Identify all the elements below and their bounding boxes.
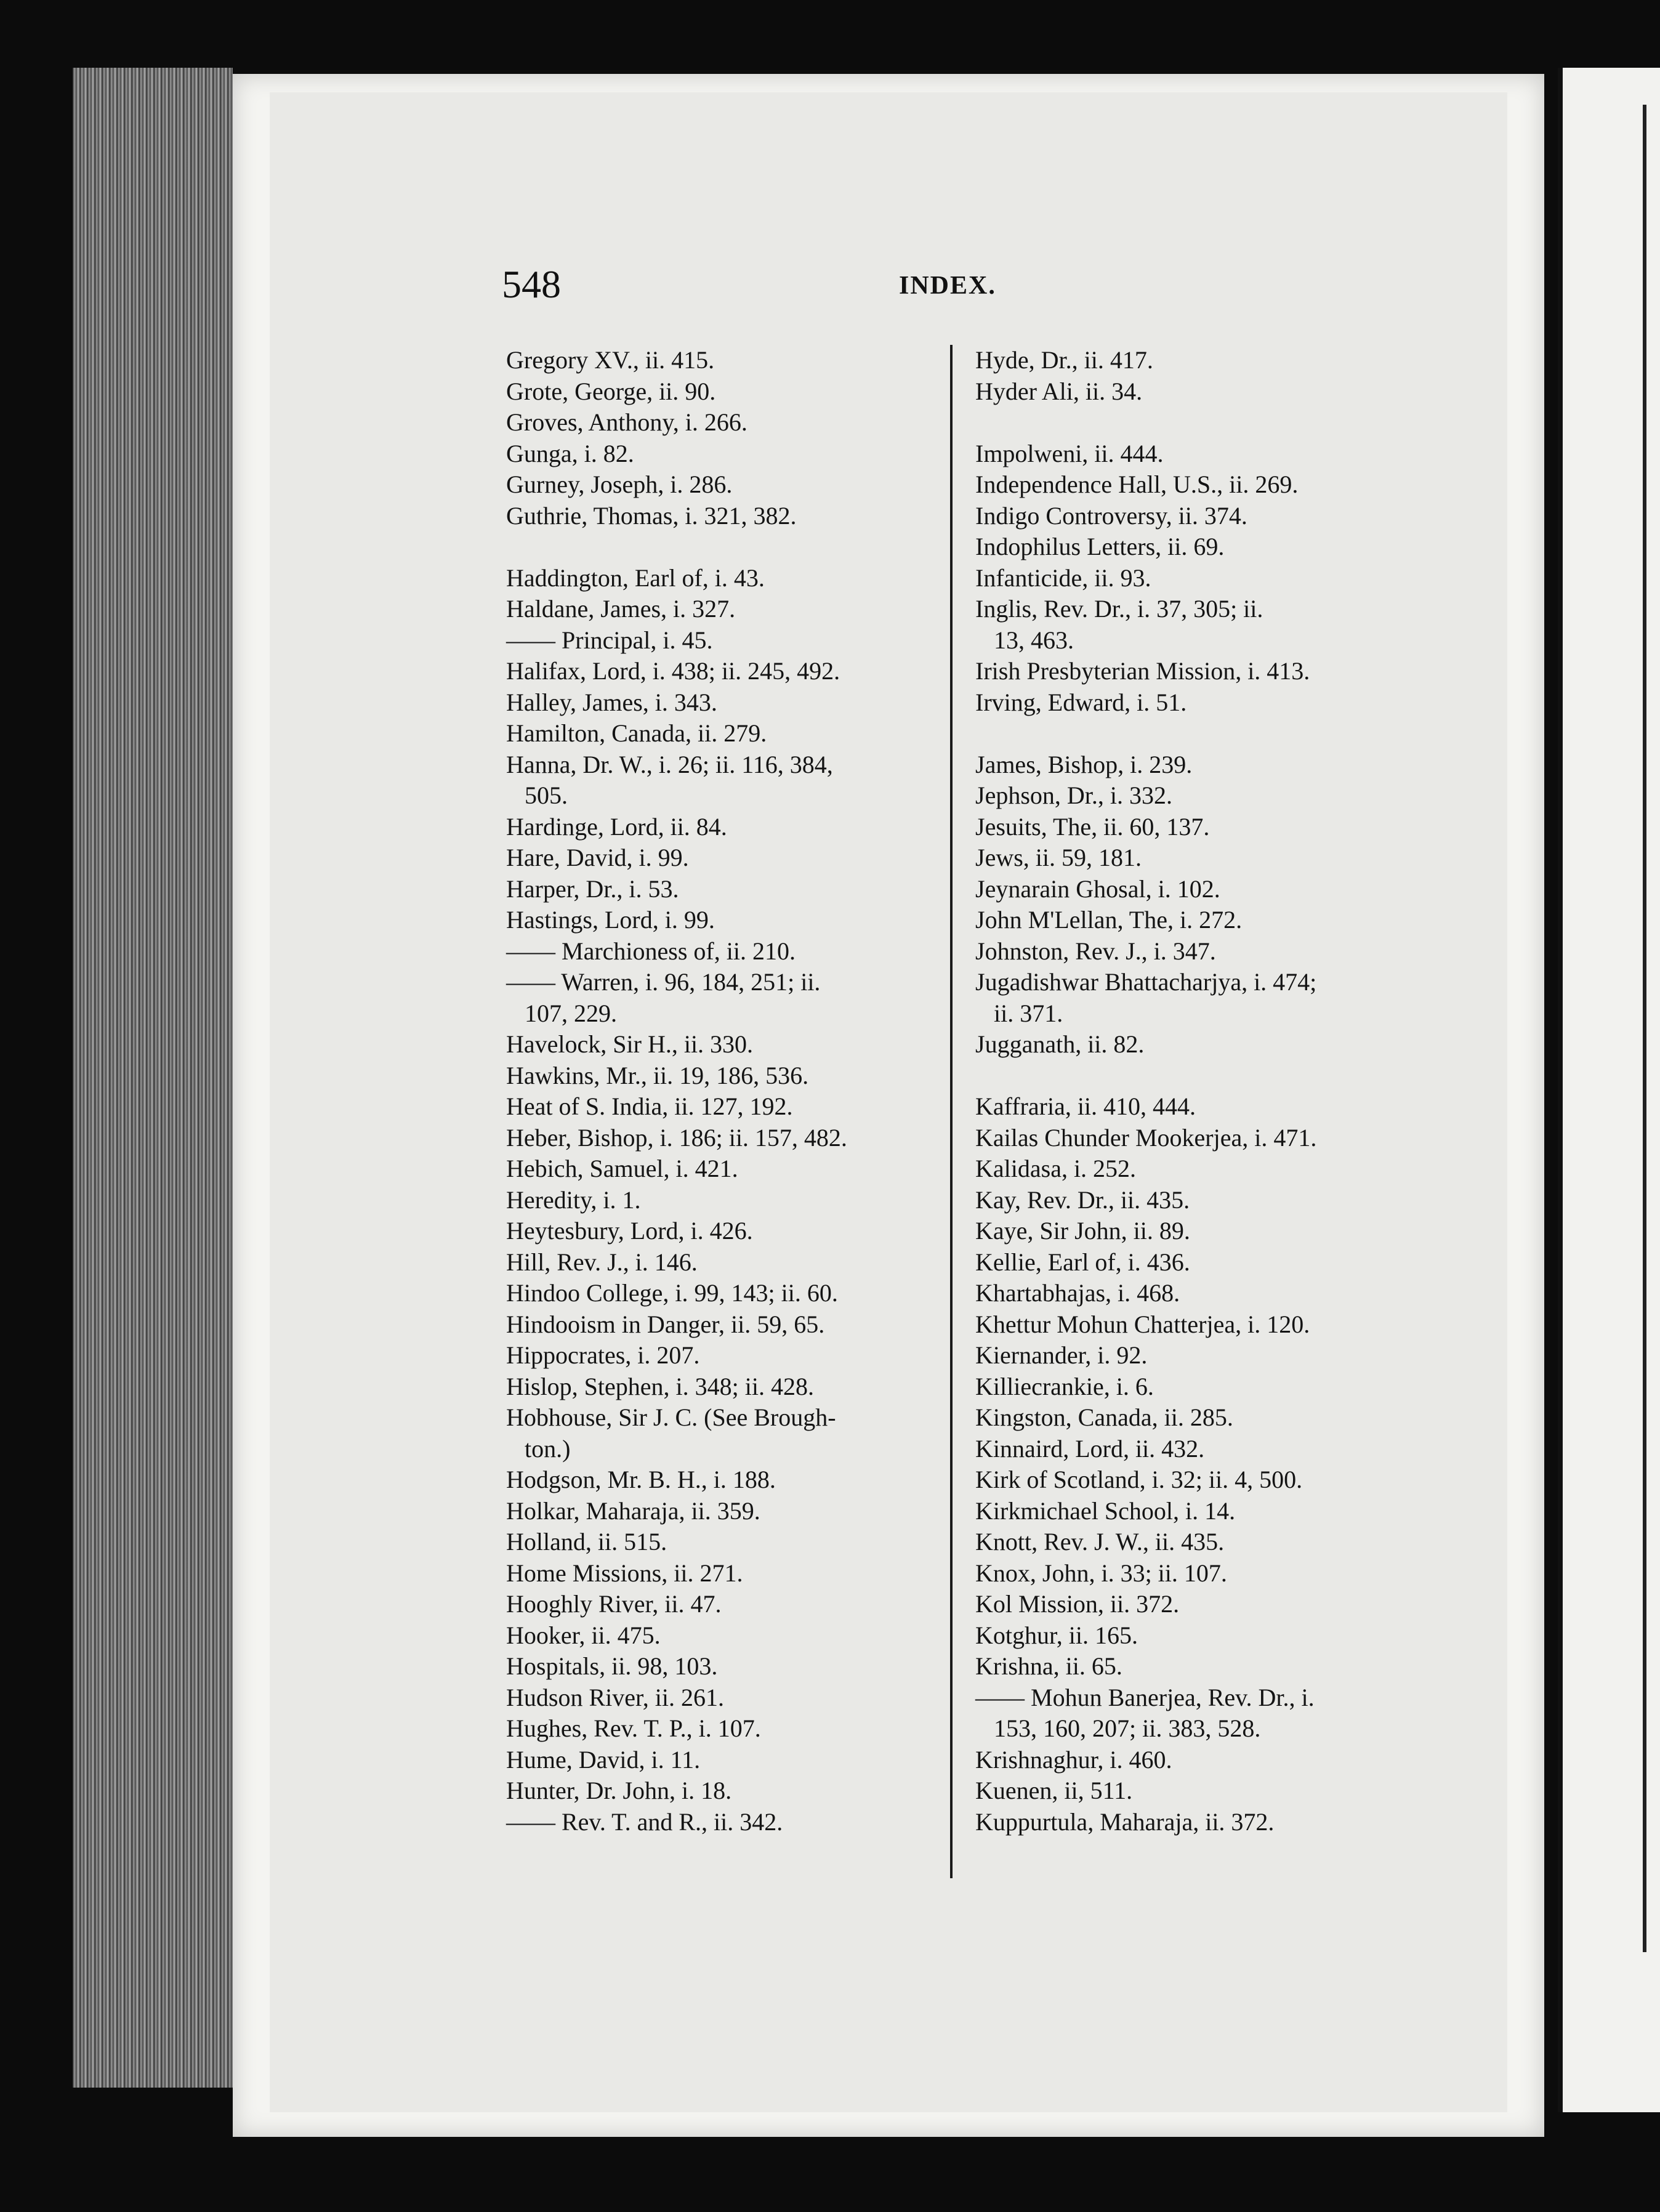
index-entry: Independence Hall, U.S., ii. 269.: [975, 470, 1299, 498]
index-entry: Hughes, Rev. T. P., i. 107.: [506, 1714, 761, 1742]
index-entry: Hindooism in Danger, ii. 59, 65.: [506, 1310, 825, 1338]
index-entry: Hippocrates, i. 207.: [506, 1341, 700, 1369]
index-entry: Khartabhajas, i. 468.: [975, 1279, 1180, 1307]
index-entry: Jugganath, ii. 82.: [975, 1030, 1145, 1058]
index-entry: Hislop, Stephen, i. 348; ii. 428.: [506, 1372, 814, 1400]
index-entry: Indigo Controversy, ii. 374.: [975, 501, 1247, 530]
index-entry: Kotghur, ii. 165.: [975, 1621, 1138, 1649]
index-entry: 505.: [525, 781, 568, 809]
index-entry: Kay, Rev. Dr., ii. 435.: [975, 1185, 1190, 1214]
index-entry: —— Rev. T. and R., ii. 342.: [506, 1807, 783, 1836]
index-entry: James, Bishop, i. 239.: [975, 750, 1193, 778]
index-entry: Hamilton, Canada, ii. 279.: [506, 719, 767, 747]
index-entry: Hudson River, ii. 261.: [506, 1683, 724, 1711]
index-entry: Kaffraria, ii. 410, 444.: [975, 1092, 1196, 1120]
index-entry: Holkar, Maharaja, ii. 359.: [506, 1496, 760, 1525]
index-entry: 153, 160, 207; ii. 383, 528.: [994, 1714, 1261, 1742]
index-entry: Impolweni, ii. 444.: [975, 439, 1164, 467]
index-entry: Hodgson, Mr. B. H., i. 188.: [506, 1466, 776, 1493]
index-entry: Grote, George, ii. 90.: [506, 377, 716, 405]
index-entry: Heredity, i. 1.: [506, 1185, 641, 1214]
index-entry: Heytesbury, Lord, i. 426.: [506, 1217, 753, 1245]
index-entry: Kiernander, i. 92.: [975, 1341, 1148, 1369]
facing-page-rule: [1643, 105, 1646, 1952]
index-entry: Hawkins, Mr., ii. 19, 186, 536.: [506, 1061, 809, 1089]
index-entry: Hare, David, i. 99.: [506, 844, 689, 871]
index-entry: Halifax, Lord, i. 438; ii. 245, 492.: [506, 657, 840, 685]
index-entry: 13, 463.: [994, 626, 1074, 654]
index-entry: Killiecrankie, i. 6.: [975, 1372, 1154, 1400]
index-entry: Indophilus Letters, ii. 69.: [975, 533, 1225, 560]
index-entry: Gregory XV., ii. 415.: [506, 346, 715, 374]
index-entry: Kuppurtula, Maharaja, ii. 372.: [975, 1807, 1275, 1836]
index-entry: Home Missions, ii. 271.: [506, 1559, 743, 1587]
index-entry: Hume, David, i. 11.: [506, 1745, 701, 1774]
index-entry: Jesuits, The, ii. 60, 137.: [975, 812, 1210, 841]
book-fore-edge: [73, 68, 233, 2088]
index-entry: Gunga, i. 82.: [506, 439, 634, 467]
index-entry: Kingston, Canada, ii. 285.: [975, 1403, 1233, 1431]
section-gap: [506, 531, 949, 563]
index-entry: Kailas Chunder Mookerjea, i. 471.: [975, 1123, 1317, 1152]
index-entry: Kalidasa, i. 252.: [975, 1155, 1137, 1182]
index-entry: Khettur Mohun Chatterjea, i. 120.: [975, 1310, 1310, 1338]
index-entry: Kol Mission, ii. 372.: [975, 1590, 1180, 1618]
index-entry: Guthrie, Thomas, i. 321, 382.: [506, 501, 797, 530]
index-entry: Hyder Ali, ii. 34.: [975, 377, 1143, 405]
index-entry: Kellie, Earl of, i. 436.: [975, 1248, 1190, 1276]
index-entry: Inglis, Rev. Dr., i. 37, 305; ii.: [975, 595, 1263, 623]
index-entry: Krishna, ii. 65.: [975, 1652, 1122, 1680]
index-entry: ton.): [525, 1434, 571, 1463]
index-entry: —— Warren, i. 96, 184, 251; ii.: [506, 968, 821, 996]
index-entry: —— Principal, i. 45.: [506, 626, 713, 654]
index-entry: —— Mohun Banerjea, Rev. Dr., i.: [975, 1683, 1315, 1711]
index-entry: Kirk of Scotland, i. 32; ii. 4, 500.: [975, 1466, 1303, 1493]
index-entry: Knox, John, i. 33; ii. 107.: [975, 1559, 1227, 1587]
index-entry: Kaye, Sir John, ii. 89.: [975, 1217, 1190, 1245]
index-entry: Heber, Bishop, i. 186; ii. 157, 482.: [506, 1123, 847, 1152]
section-gap: [975, 1060, 1406, 1092]
index-entry: Hill, Rev. J., i. 146.: [506, 1248, 698, 1276]
facing-page: [1558, 68, 1660, 2112]
index-entry: ii. 371.: [994, 999, 1063, 1027]
index-entry: Irving, Edward, i. 51.: [975, 688, 1187, 716]
index-entry: Jugadishwar Bhattacharjya, i. 474;: [975, 968, 1317, 996]
index-entry: Hindoo College, i. 99, 143; ii. 60.: [506, 1279, 838, 1307]
index-entry: Hyde, Dr., ii. 417.: [975, 346, 1153, 374]
index-entry: Hardinge, Lord, ii. 84.: [506, 812, 727, 841]
index-entry: Kinnaird, Lord, ii. 432.: [975, 1434, 1205, 1463]
index-entry: Groves, Anthony, i. 266.: [506, 408, 747, 436]
index-entry: John M'Lellan, The, i. 272.: [975, 906, 1243, 934]
index-entry: Heat of S. India, ii. 127, 192.: [506, 1092, 793, 1120]
index-entry: Haldane, James, i. 327.: [506, 595, 736, 623]
index-entry: Holland, ii. 515.: [506, 1528, 667, 1556]
page-number: 548: [502, 262, 561, 306]
column-divider: [950, 345, 953, 1878]
index-entry: Hospitals, ii. 98, 103.: [506, 1652, 718, 1680]
index-entry: Krishnaghur, i. 460.: [975, 1745, 1172, 1774]
index-entry: Jeynarain Ghosal, i. 102.: [975, 874, 1220, 903]
index-entry: Harper, Dr., i. 53.: [506, 874, 679, 903]
running-head: INDEX.: [899, 272, 996, 300]
index-entry: Halley, James, i. 343.: [506, 688, 717, 716]
section-gap: [975, 718, 1406, 749]
index-column-right: [975, 345, 1406, 1838]
index-entry: —— Marchioness of, ii. 210.: [506, 937, 796, 965]
index-entry: Hobhouse, Sir J. C. (See Brough-: [506, 1403, 836, 1431]
index-entry: Knott, Rev. J. W., ii. 435.: [975, 1528, 1225, 1556]
index-entry: Hooker, ii. 475.: [506, 1621, 661, 1649]
index-entry: Jews, ii. 59, 181.: [975, 844, 1142, 871]
index-entry: Hebich, Samuel, i. 421.: [506, 1155, 738, 1182]
index-entry: Irish Presbyterian Mission, i. 413.: [975, 657, 1310, 685]
index-entry: Hooghly River, ii. 47.: [506, 1590, 722, 1618]
index-entry: Kirkmichael School, i. 14.: [975, 1496, 1236, 1525]
index-entry: Kuenen, ii, 511.: [975, 1777, 1133, 1804]
index-column-left: [506, 345, 949, 1838]
index-entry: Havelock, Sir H., ii. 330.: [506, 1030, 754, 1058]
index-entry: Hunter, Dr. John, i. 18.: [506, 1777, 732, 1804]
index-entry: Infanticide, ii. 93.: [975, 563, 1151, 592]
index-entry: 107, 229.: [525, 999, 617, 1027]
index-entry: Haddington, Earl of, i. 43.: [506, 563, 765, 592]
index-entry: Hastings, Lord, i. 99.: [506, 906, 715, 934]
index-entry: Hanna, Dr. W., i. 26; ii. 116, 384,: [506, 750, 833, 778]
index-entry: Jephson, Dr., i. 332.: [975, 781, 1172, 809]
section-gap: [975, 407, 1406, 438]
index-entry: Johnston, Rev. J., i. 347.: [975, 937, 1216, 965]
index-entry: Gurney, Joseph, i. 286.: [506, 470, 733, 498]
